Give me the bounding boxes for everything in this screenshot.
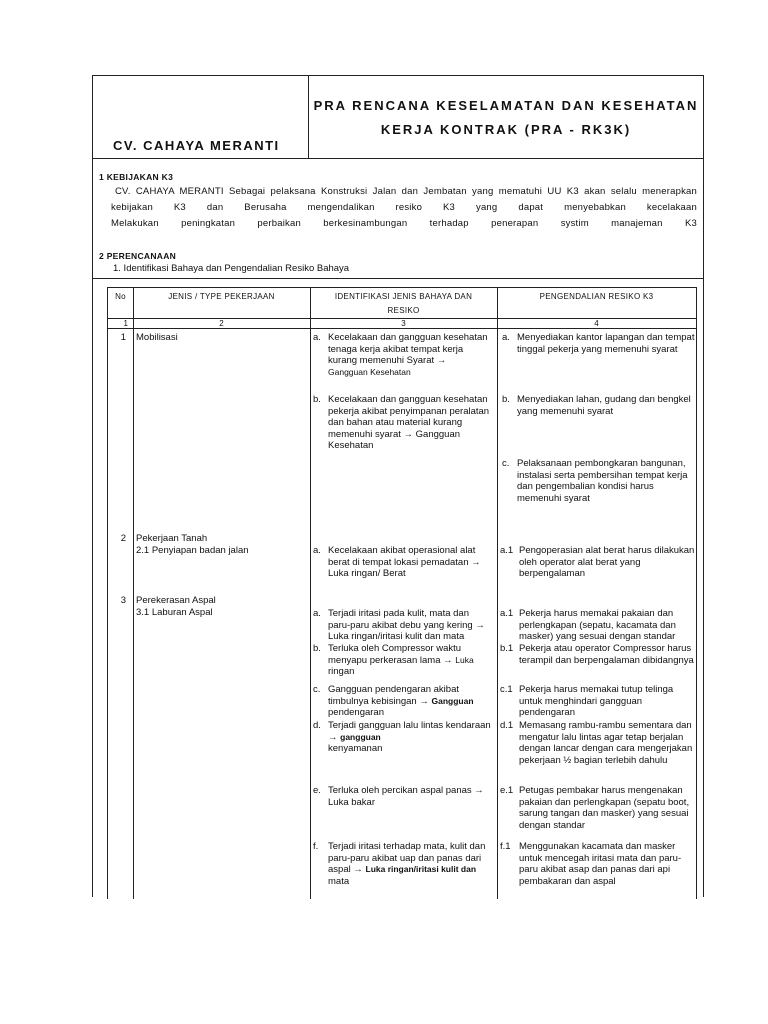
- section-1-heading: 1 KEBIJAKAN K3: [99, 172, 174, 182]
- row-3-hazard-b-consequence: Luka: [455, 654, 474, 665]
- row-3-hazard-f-label: f.: [313, 841, 319, 852]
- row-1-control-b-label: b.: [502, 394, 510, 405]
- row-3-hazard-c-label: c.: [313, 684, 321, 695]
- row-1-hazard-a-label: a.: [313, 332, 321, 343]
- title-line-1: PRA RENCANA KESELAMATAN DAN KESEHATAN: [313, 98, 699, 113]
- row-3-hazard-b-label: b.: [313, 643, 321, 654]
- row-3-hazard-d-label: d.: [313, 720, 321, 731]
- row-3-hazard-d-text: Terjadi gangguan lalu lintas kendaraan →: [328, 720, 491, 743]
- row-3-hazard-f-consequence: Luka ringan/iritasi kulit dan: [365, 864, 477, 874]
- title-line-2: KERJA KONTRAK (PRA - RK3K): [380, 122, 632, 137]
- row-3-hazard-f: [328, 841, 493, 887]
- row-3-hazard-b-text-2: ringan: [328, 666, 355, 677]
- row-2-control-a: Pengoperasian alat berat harus dilakukan oleh operator alat berat yang berpengalaman: [519, 545, 695, 579]
- row-2-no: 2: [120, 533, 126, 544]
- row-3-control-f-label: f.1: [500, 841, 511, 852]
- header-no: No: [115, 292, 126, 301]
- row-3-jenis-title: Perekerasan Aspal: [136, 595, 216, 606]
- document-page: [92, 75, 704, 897]
- col-number-3: 3: [401, 319, 406, 328]
- header-identifikasi-line-1: IDENTIFIKASI JENIS BAHAYA DAN: [334, 292, 473, 301]
- policy-line-3: Melakukan peningkatan perbaikan berkesinambungan terhadap penerapan systim manajeman K3: [111, 218, 697, 229]
- row-3-hazard-f-text-2: mata: [328, 875, 350, 887]
- section-2-subheading: 1. Identifikasi Bahaya dan Pengendalian Resiko Bahaya: [113, 263, 350, 274]
- document-title: [309, 94, 703, 142]
- row-1-control-c-label: c.: [502, 458, 510, 469]
- row-2-jenis: [136, 533, 249, 556]
- row-3-control-a: Pekerja harus memakai pakaian dan perlengkapan (sepatu, kacamata dan masker) yang sesuai dengan standar: [519, 608, 676, 642]
- row-3-hazard-c-consequence: Gangguan: [431, 695, 474, 706]
- row-1-no: 1: [120, 332, 126, 343]
- row-3-control-f: Menggunakan kacamata dan masker untuk mencegah iritasi mata dan paru-paru akibat asap dan panas dari api pembakaran dan aspal: [519, 841, 682, 887]
- row-3-hazard-d-text-2: kenyamanan: [328, 743, 383, 754]
- row-3-control-b: Pekerja atau operator Compressor harus terampil dan berpengalaman dibidangnya: [519, 643, 694, 666]
- row-3-hazard-e: Terluka oleh percikan aspal panas → Luka bakar: [328, 785, 484, 808]
- row-3-control-c: Pekerja harus memakai tutup telinga untuk menghindari gangguan pendengaran: [519, 684, 674, 718]
- row-3-hazard-b-text: Terluka oleh Compressor waktu menyapu perkerasan lama →: [328, 643, 462, 666]
- row-1-hazard-b: Kecelakaan dan gangguan kesehatan pekerja akibat penyimpanan peralatan dan bahan atau material kurang memenuhi syarat → Gangguan Kesehatan: [328, 394, 490, 451]
- row-3-hazard-c-text-2: pendengaran: [328, 707, 384, 718]
- row-3-hazard-b: [328, 643, 493, 678]
- row-2-jenis-title: Pekerjaan Tanah: [136, 533, 208, 544]
- row-3-no: 3: [120, 595, 126, 606]
- row-1-control-a: Menyediakan kantor lapangan dan tempat tinggal pekerja yang memenuhi syarat: [517, 332, 695, 355]
- row-3-hazard-c: [328, 684, 493, 719]
- row-3-control-c-label: c.1: [500, 684, 513, 695]
- section-1-text: [111, 184, 697, 232]
- header-identifikasi: [310, 290, 497, 318]
- row-3-control-e: Petugas pembakar harus mengenakan pakaian dan perlengkapan (sepatu boot, sarung tangan dan masker) yang sesuai dengan standar: [519, 785, 690, 831]
- row-1-control-b: Menyediakan lahan, gudang dan bengkel yang memenuhi syarat: [517, 394, 691, 417]
- intro-section: [93, 158, 703, 279]
- row-3-jenis: [136, 595, 216, 618]
- row-2-control-a-label: a.1: [500, 545, 514, 556]
- row-1-jenis: Mobilisasi: [136, 332, 178, 343]
- row-2-hazard-a-label: a.: [313, 545, 321, 556]
- row-1-control-a-label: a.: [502, 332, 510, 343]
- company-cell: [93, 76, 309, 158]
- row-3-control-d: Memasang rambu-rambu sementara dan mengatur lalu lintas agar tetap berjalan dengan lancar dengan cara mengerjakan pekerjaan ½ bagian terlebih dahulu: [519, 720, 693, 766]
- row-3-hazard-f-text: Terjadi iritasi terhadap mata, kulit dan paru-paru akibat uap dan panas dari aspal →: [328, 841, 486, 875]
- section-2-heading: 2 PERENCANAAN: [99, 251, 177, 261]
- row-1-hazard-b-label: b.: [313, 394, 321, 405]
- policy-line-2: kebijakan K3 dan Berusaha mengendalikan resiko K3 yang dapat menyebabkan kecelakaan: [111, 202, 697, 213]
- company-name: CV. CAHAYA MERANTI: [113, 138, 280, 153]
- row-3-hazard-d-consequence: gangguan: [340, 731, 381, 742]
- col-number-2: 2: [219, 319, 224, 328]
- row-3-hazard-e-label: e.: [313, 785, 321, 796]
- hazard-table: [107, 287, 697, 899]
- header-identifikasi-line-2: RESIKO: [387, 306, 420, 315]
- document-header: [93, 76, 703, 159]
- row-3-hazard-a: Terjadi iritasi pada kulit, mata dan paru-paru akibat debu yang kering → Luka ringan/iritasi kulit dan mata: [328, 608, 485, 642]
- row-3-hazard-a-label: a.: [313, 608, 321, 619]
- row-3-control-e-label: e.1: [500, 785, 514, 796]
- row-3-control-b-label: b.1: [500, 643, 514, 654]
- col-number-4: 4: [594, 319, 599, 328]
- header-jenis: JENIS / TYPE PEKERJAAN: [168, 292, 275, 301]
- row-2-hazard-a: Kecelakaan akibat operasional alat berat di tempat lokasi pemadatan → Luka ringan/ Berat: [328, 545, 481, 579]
- row-1-control-c: Pelaksanaan pembongkaran bangunan, instalasi serta pembersihan tempat kerja dan pengembalian kondisi harus memenuhi syarat: [517, 458, 688, 504]
- row-3-control-a-label: a.1: [500, 608, 514, 619]
- row-1-hazard-a-consequence: Gangguan Kesehatan: [328, 366, 411, 377]
- row-3-hazard-c-text: Gangguan pendengaran akibat timbulnya kebisingan →: [328, 684, 460, 707]
- row-3-jenis-sub: 3.1 Laburan Aspal: [136, 606, 213, 618]
- row-1-hazard-a: [328, 332, 493, 378]
- col-number-1: 1: [123, 319, 128, 328]
- row-1-hazard-a-text: Kecelakaan dan gangguan kesehatan tenaga kerja akibat tempat kerja kurang memenuhi Syarat →: [328, 332, 488, 366]
- row-3-control-d-label: d.1: [500, 720, 514, 731]
- policy-line-1: CV. CAHAYA MERANTI Sebagai pelaksana Konstruksi Jalan dan Jembatan yang mematuhi UU K3 akan selalu menerapkan: [115, 186, 697, 197]
- row-3-hazard-d: [328, 720, 493, 755]
- row-2-jenis-sub: 2.1 Penyiapan badan jalan: [136, 544, 249, 556]
- header-pengendalian: PENGENDALIAN RESIKO K3: [539, 292, 654, 301]
